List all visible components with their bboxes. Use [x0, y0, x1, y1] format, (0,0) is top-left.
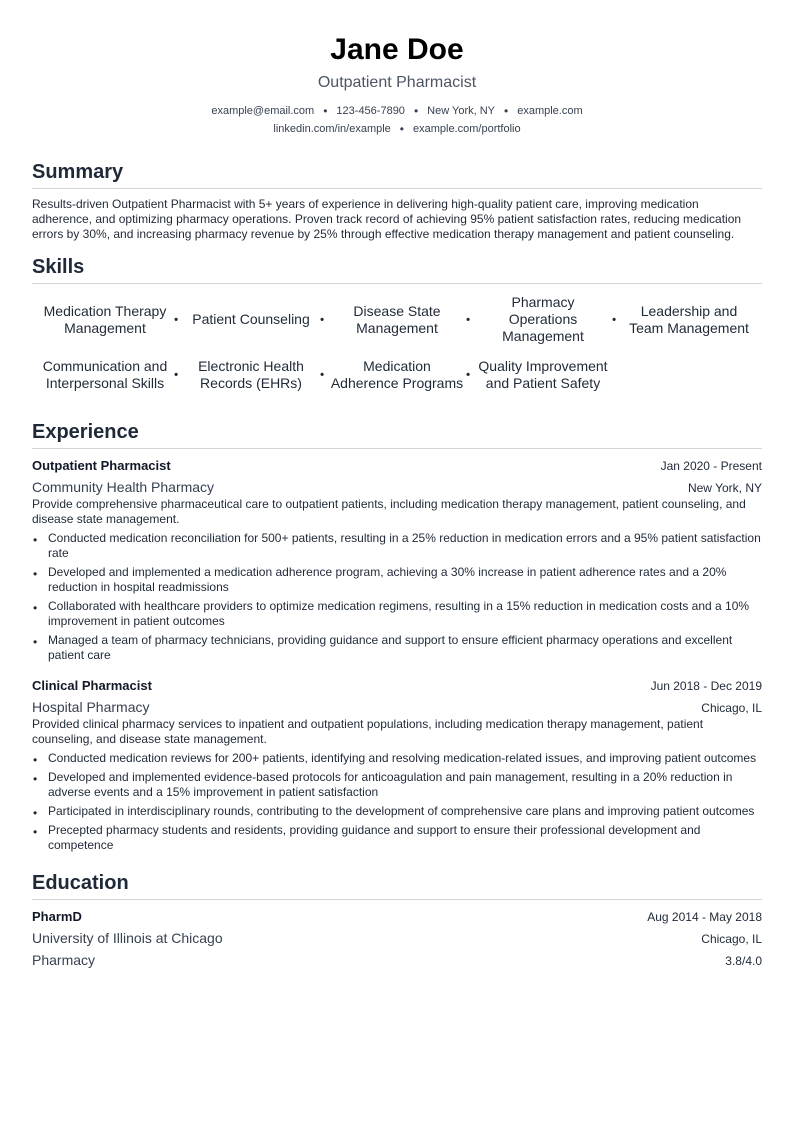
field-of-study: Pharmacy [32, 952, 96, 968]
list-item [32, 823, 762, 853]
separator-dot: • [612, 312, 617, 326]
list-item [32, 804, 762, 819]
list-item [32, 633, 762, 663]
experience-heading: Experience [32, 420, 762, 449]
job-description: Provided clinical pharmacy services to inpatient and outpatient populations, including medication therapy management, patient counseling, and disease state management. [32, 717, 704, 746]
skill-item [466, 347, 616, 402]
separator-dot: • [413, 104, 419, 118]
job-header [32, 677, 762, 695]
skill-item [32, 347, 178, 402]
skill-label: Pharmacy Operations Management [502, 294, 584, 344]
location-text: New York, NY [427, 105, 496, 117]
school-location: Chicago, IL [701, 932, 762, 946]
summary-text: Results-driven Outpatient Pharmacist with 5+ years of experience in delivering high-quality patient care, improving medication adherence, and optimizing pharmacy operations. Proven track record of achieving 95% patient satisfaction rates, reducing medication errors by 30%, and increasing pharmacy revenue by 25% through effective medication therapy management and patient counseling. [32, 197, 742, 241]
bullet-dot: • [33, 567, 38, 581]
job-entry [32, 677, 762, 853]
bullet-text: Developed and implemented evidence-based protocols for anticoagulation and pain management, resulting in a 20% reduction in adverse events and a 15% improvement in patient satisfaction [48, 770, 733, 799]
resume-page [32, 0, 762, 970]
separator-dot: • [320, 312, 325, 326]
education-row-field [32, 948, 762, 970]
company-name: Community Health Pharmacy [32, 479, 215, 495]
summary-heading: Summary [32, 160, 762, 189]
list-item [32, 751, 762, 766]
skill-label: Quality Improvement and Patient Safety [478, 357, 608, 391]
skill-item [174, 292, 324, 347]
job-entry [32, 457, 762, 663]
skills-grid [32, 292, 762, 402]
skill-label: Communication and Interpersonal Skills [42, 357, 168, 391]
bullet-text: Managed a team of pharmacy technicians, providing guidance and support to ensure efficient pharmacy operations and excellent patient care [48, 633, 733, 662]
job-description: Provide comprehensive pharmaceutical care to outpatient patients, including medication therapy management, patient counseling, and disease state management. [32, 497, 746, 526]
skill-item [320, 292, 470, 347]
bullet-dot: • [33, 772, 38, 786]
job-header [32, 457, 762, 475]
company-name: Hospital Pharmacy [32, 699, 150, 715]
email-link[interactable]: example@email.com [211, 105, 315, 117]
bullet-dot: • [33, 635, 38, 649]
degree-name: PharmD [32, 909, 82, 924]
contact-line-1 [32, 102, 762, 120]
education-row-degree [32, 908, 762, 926]
education-section [32, 871, 762, 970]
bullet-dot: • [33, 753, 38, 767]
skill-item [32, 292, 178, 347]
gpa-value: 3.8/4.0 [725, 954, 762, 968]
school-name: University of Illinois at Chicago [32, 930, 223, 946]
job-dates: Jun 2018 - Dec 2019 [650, 679, 762, 693]
bullet-text: Developed and implemented a medication adherence program, achieving a 30% increase in patient adherence rates and a 20% reduction in hospital readmissions [48, 565, 727, 594]
skill-item [174, 347, 324, 402]
skill-item [466, 292, 616, 347]
separator-dot: • [504, 104, 509, 118]
list-item [32, 531, 762, 561]
skill-label: Leadership and Team Management [629, 302, 749, 336]
education-dates: Aug 2014 - May 2018 [647, 910, 762, 924]
contact-line-2 [32, 120, 762, 138]
summary-section [32, 160, 762, 242]
skill-label: Medication Adherence Programs [330, 357, 464, 391]
job-subheader [32, 475, 762, 497]
list-item [32, 770, 762, 800]
resume-header [32, 32, 762, 138]
website-link[interactable]: example.com [517, 105, 583, 117]
job-bullets [32, 751, 762, 853]
separator-dot: • [323, 104, 328, 118]
skill-item [612, 292, 762, 347]
skill-item [320, 347, 470, 402]
bullet-dot: • [33, 825, 38, 839]
bullet-text: Precepted pharmacy students and residents, providing guidance and support to ensure their professional development and competence [48, 823, 701, 852]
separator-dot: • [399, 122, 404, 136]
job-title: Clinical Pharmacist [32, 678, 152, 693]
job-dates: Jan 2020 - Present [660, 459, 762, 473]
bullet-text: Collaborated with healthcare providers to optimize medication regimens, resulting in a 15% reduction in medication costs and a 10% improvement in patient outcomes [48, 599, 750, 628]
separator-dot: • [174, 312, 179, 326]
bullet-text: Conducted medication reconciliation for 500+ patients, resulting in a 25% reduction in medication errors and a 95% patient satisfaction rate [48, 531, 761, 560]
skills-heading: Skills [32, 255, 762, 284]
bullet-dot: • [33, 806, 38, 820]
bullet-text: Participated in interdisciplinary rounds, contributing to the development of comprehensive care plans and improving patient outcomes [48, 804, 755, 818]
candidate-name: Jane Doe [330, 33, 464, 66]
education-row-school [32, 926, 762, 948]
separator-dot: • [320, 367, 325, 381]
job-location: Chicago, IL [701, 701, 762, 715]
portfolio-link[interactable]: example.com/portfolio [412, 123, 521, 135]
list-item [32, 599, 762, 629]
candidate-title: Outpatient Pharmacist [317, 74, 477, 91]
bullet-dot: • [33, 601, 38, 615]
job-title: Outpatient Pharmacist [32, 458, 171, 473]
linkedin-link[interactable]: linkedin.com/in/example [273, 123, 391, 135]
skill-label: Patient Counseling [192, 311, 310, 327]
separator-dot: • [466, 312, 471, 326]
bullet-text: Conducted medication reviews for 200+ patients, identifying and resolving medication-related issues, and improving patient outcomes [48, 751, 757, 765]
experience-section [32, 420, 762, 853]
education-entry [32, 908, 762, 970]
job-subheader [32, 695, 762, 717]
skill-label: Medication Therapy Management [43, 302, 167, 336]
separator-dot: • [174, 367, 179, 381]
skill-label: Electronic Health Records (EHRs) [198, 357, 304, 391]
phone-text: 123-456-7890 [336, 105, 405, 117]
skills-section [32, 255, 762, 402]
skill-label: Disease State Management [353, 302, 441, 336]
job-bullets [32, 531, 762, 663]
bullet-dot: • [33, 533, 38, 547]
education-heading: Education [32, 871, 762, 900]
separator-dot: • [466, 367, 471, 381]
job-location: New York, NY [687, 481, 762, 495]
list-item [32, 565, 762, 595]
